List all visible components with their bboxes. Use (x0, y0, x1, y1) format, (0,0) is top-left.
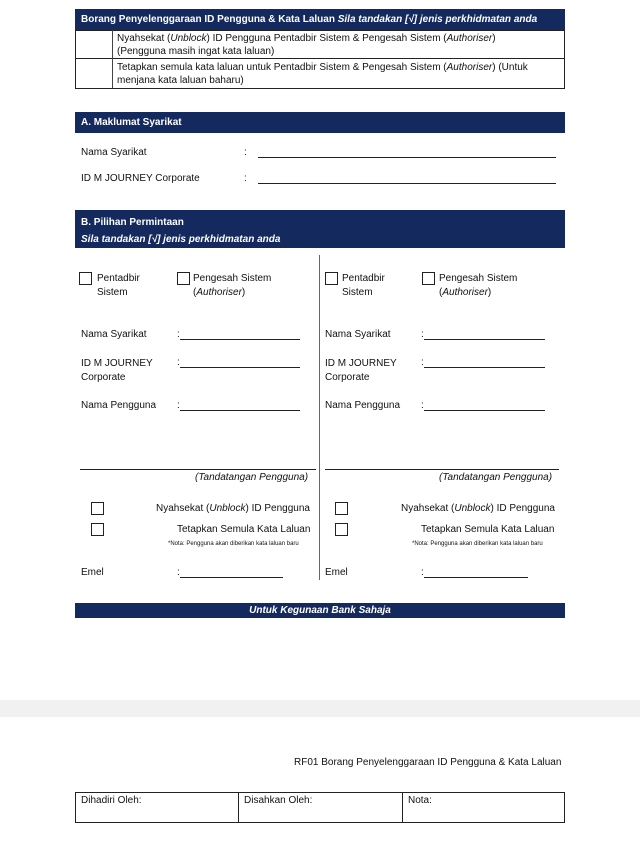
right-authoriser-checkbox[interactable] (422, 272, 435, 285)
bank-use-label: Untuk Kegunaan Bank Sahaja (249, 605, 391, 616)
colon: : (421, 400, 424, 411)
left-signature-label: (Tandatangan Pengguna) (195, 472, 309, 483)
left-note: *Nota: Pengguna akan diberikan kata laluan baru (168, 541, 299, 547)
service-checkbox-reset[interactable] (76, 59, 111, 87)
column-divider (319, 255, 320, 580)
verified-by-label: Disahkan Oleh: (244, 795, 313, 806)
left-email-label: Emel (81, 567, 104, 578)
left-reset-checkbox[interactable] (91, 523, 104, 536)
colon: : (177, 357, 180, 368)
right-admin-checkbox[interactable] (325, 272, 338, 285)
right-username-field[interactable] (424, 410, 545, 411)
right-signature-label: (Tandatangan Pengguna) (439, 472, 553, 483)
right-corporate-id-label: ID M JOURNEY Corporate (325, 358, 397, 383)
form-reference: RF01 Borang Penyelenggaraan ID Pengguna & Kata Laluan (294, 757, 562, 768)
section-a-title: A. Maklumat Syarikat (81, 117, 182, 128)
company-name-label: Nama Syarikat (81, 147, 147, 158)
colon: : (244, 173, 247, 184)
left-username-label: Nama Pengguna (81, 400, 157, 411)
left-signature-line[interactable] (80, 469, 316, 470)
note-label: Nota: (408, 795, 432, 806)
right-company-field[interactable] (424, 339, 545, 340)
colon: : (244, 147, 247, 158)
colon: : (421, 329, 424, 340)
footer-table (75, 792, 565, 823)
right-authoriser-label: Pengesah Sistem (Authoriser) (439, 273, 518, 298)
form-header-bar (75, 9, 565, 30)
right-email-field[interactable] (424, 577, 528, 578)
left-corporate-id-field[interactable] (180, 367, 300, 368)
colon: : (177, 400, 180, 411)
left-company-label: Nama Syarikat (81, 329, 147, 340)
page-gap (0, 700, 640, 717)
section-b-header (75, 210, 565, 248)
right-signature-line[interactable] (325, 469, 559, 470)
left-corporate-id-label: ID M JOURNEY Corporate (81, 358, 153, 383)
left-authoriser-checkbox[interactable] (177, 272, 190, 285)
right-corporate-id-field[interactable] (424, 367, 545, 368)
service-unblock-text: Nyahsekat (Unblock) ID Pengguna Pentadbir Sistem & Pengesah Sistem (Authoriser) (Pengguna masih ingat kata laluan) (117, 33, 496, 57)
right-unblock-checkbox[interactable] (335, 502, 348, 515)
service-reset-text: Tetapkan semula kata laluan untuk Pentadbir Sistem & Pengesah Sistem (Authoriser) (Untuk menjana kata laluan baharu) (117, 62, 528, 86)
colon: : (421, 357, 424, 368)
bank-use-bar (75, 603, 565, 618)
right-note: *Nota: Pengguna akan diberikan kata laluan baru (412, 541, 543, 547)
left-reset-label: Tetapkan Semula Kata Laluan (177, 524, 311, 535)
section-b-title: B. Pilihan Permintaan (81, 217, 184, 228)
colon: : (177, 329, 180, 340)
form-title: Borang Penyelenggaraan ID Pengguna & Kata Laluan (81, 14, 335, 25)
right-company-label: Nama Syarikat (325, 329, 391, 340)
left-admin-checkbox[interactable] (79, 272, 92, 285)
right-email-label: Emel (325, 567, 348, 578)
colon: : (177, 567, 180, 578)
right-reset-label: Tetapkan Semula Kata Laluan (421, 524, 555, 535)
section-a-header (75, 112, 565, 133)
left-username-field[interactable] (180, 410, 300, 411)
left-unblock-checkbox[interactable] (91, 502, 104, 515)
company-name-field[interactable] (258, 157, 556, 158)
left-email-field[interactable] (180, 577, 283, 578)
left-unblock-label: Nyahsekat (Unblock) ID Pengguna (156, 503, 310, 514)
right-username-label: Nama Pengguna (325, 400, 401, 411)
right-admin-label: Pentadbir Sistem (342, 273, 385, 298)
service-checkbox-unblock[interactable] (76, 31, 111, 58)
attended-by-label: Dihadiri Oleh: (81, 795, 142, 806)
left-authoriser-label: Pengesah Sistem (Authoriser) (193, 273, 272, 298)
corporate-id-field[interactable] (258, 183, 556, 184)
right-unblock-label: Nyahsekat (Unblock) ID Pengguna (401, 503, 555, 514)
left-company-field[interactable] (180, 339, 300, 340)
colon: : (421, 567, 424, 578)
form-instruction: Sila tandakan [√] jenis perkhidmatan anda (337, 14, 538, 25)
left-admin-label: Pentadbir Sistem (97, 273, 140, 298)
corporate-id-label: ID M JOURNEY Corporate (81, 173, 200, 184)
right-reset-checkbox[interactable] (335, 523, 348, 536)
section-b-subtitle: Sila tandakan [√] jenis perkhidmatan anda (81, 234, 281, 245)
